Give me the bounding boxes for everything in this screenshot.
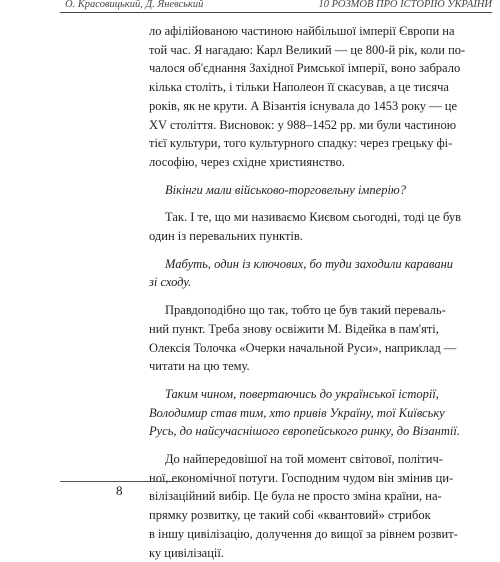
text-line: прямку розвитку, це такий собі «квантовий» стрибок: [149, 508, 431, 523]
page-body: [149, 22, 466, 562]
text-line: ло афілійованою частиною найбільшої імперії Європи на: [149, 24, 455, 38]
text-line: вілізаційний вибір. Це була не просто зміна країни, на-: [149, 489, 442, 504]
text-line: кілька століть, і тільки Наполеон її скасував, а це тисяча: [149, 80, 449, 95]
text-line: зі сходу.: [149, 275, 192, 290]
text-line: ку цивілізації.: [149, 545, 224, 560]
text-line: Володимир став тим, хто привів Україну, тої Київську: [149, 405, 445, 420]
text-line: тієї культури, того культурного спадку: через грецьку фі-: [149, 136, 453, 151]
text-line: років, як не крути. А Візантія існувала до 1453 року — це: [149, 98, 458, 113]
interviewer-question: [149, 255, 454, 292]
text-line: Так. І те, що ми називаємо Києвом сьогодні, тоді це був: [165, 210, 462, 225]
text-line: Вікінги мали військово-торговельну імперію?: [165, 182, 406, 197]
answer-paragraph: [149, 301, 457, 376]
text-line: Правдоподібно що так, тобто це був такий переваль-: [165, 303, 446, 318]
text-line: ний пункт. Треба знову освіжити М. Відейка в пам'яті,: [149, 321, 439, 336]
footer-rule: [60, 481, 180, 482]
running-header: [60, 0, 492, 13]
text-line: лософію, через східне християнство.: [149, 154, 345, 169]
header-authors: О. Красовицький, Д. Яневський: [65, 0, 204, 10]
text-line: в іншу цивілізацію, долучення до вищої за рівнем розвит-: [149, 526, 458, 541]
text-line: той час. Я нагадаю: Карл Великий — це 800-й рік, коли по-: [149, 42, 466, 57]
text-line: один із перевальних пунктів.: [149, 229, 303, 244]
interviewer-question: [149, 385, 460, 441]
interviewer-question: [149, 181, 409, 200]
text-line: Мабуть, один із ключових, бо туди заходили каравани: [165, 256, 454, 271]
text-line: Таким чином, повертаючись до української історії,: [165, 386, 439, 401]
page-number: 8: [116, 483, 123, 498]
text-line: читати на цю тему.: [149, 359, 250, 374]
answer-paragraph: [149, 450, 458, 562]
answer-paragraph: [149, 208, 462, 245]
header-book-title: 10 РОЗМОВ ПРО ІСТОРІЮ УКРАЇНИ: [318, 0, 492, 10]
text-line: чалося об'єднання Західної Римської імперії, воно забрало: [149, 61, 461, 76]
text-line: Русь, до найсучаснішого європейського ринку, до Візантії.: [149, 424, 460, 439]
text-line: Олексія Толочка «Очерки начальной Руси», наприклад —: [149, 340, 457, 355]
text-line: XV століття. Висновок: у 988–1452 рр. ми були частиною: [149, 117, 457, 132]
answer-paragraph: [149, 22, 466, 172]
text-line: ної, економічної потуги. Господним чудом він змінив ци-: [149, 470, 454, 485]
text-line: До найпередовішої на той момент світової, політич-: [165, 452, 443, 467]
